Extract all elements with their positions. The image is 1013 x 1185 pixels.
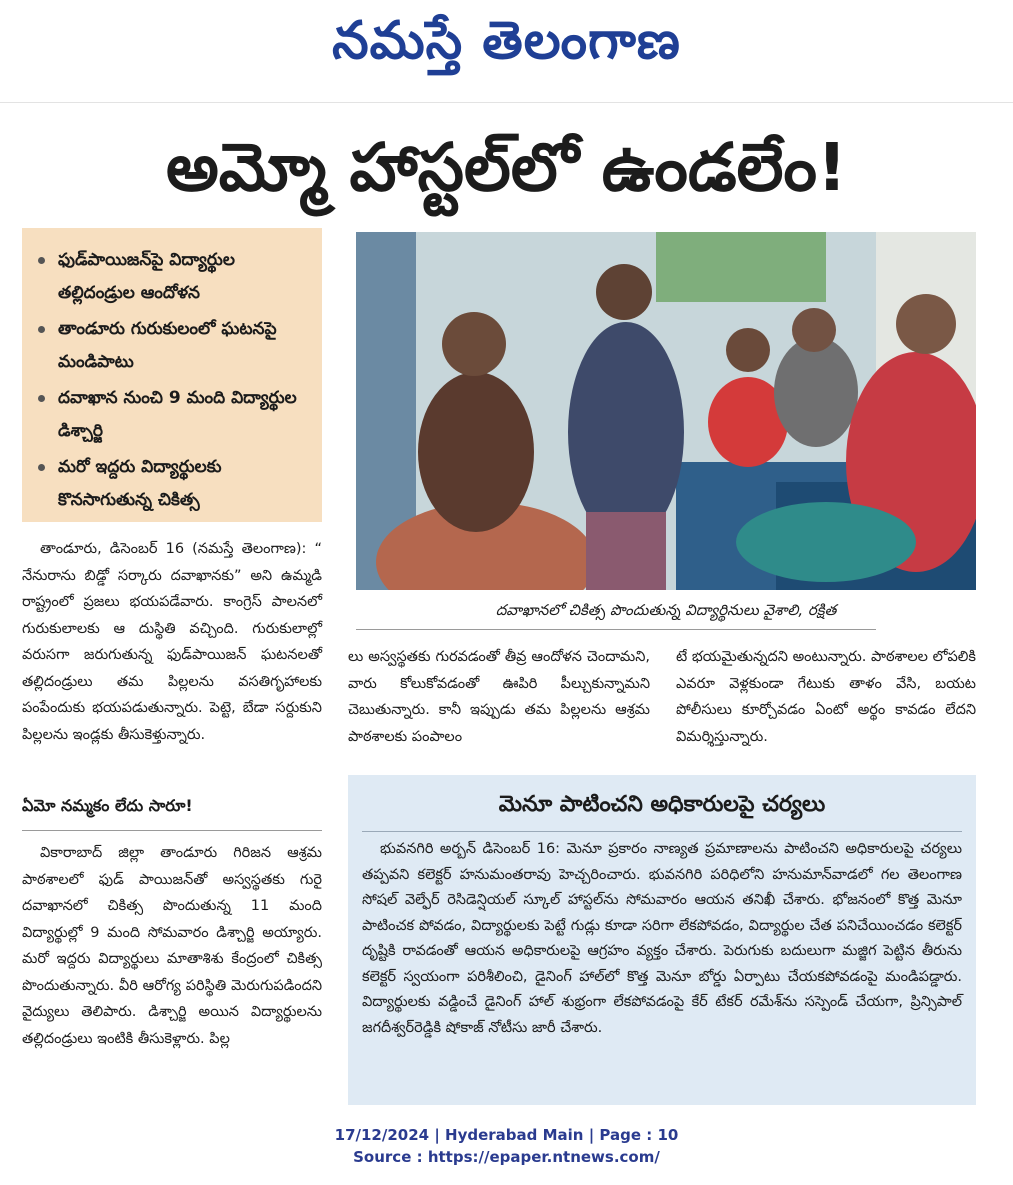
- photo-caption: దవాఖానలో చికిత్స పొందుతున్న విద్యార్థినులు వైశాలి, రక్షిత: [495, 601, 837, 619]
- article-paragraph: తాండూరు, డిసెంబర్ 16 (నమస్తే తెలంగాణ): “ నేనురాను బిడ్డో సర్కారు దవాఖానకు” అని ఉమ్మడి రాష్ట్రంలో ప్రజలు భయపడేవారు. కాంగ్రెస్ పాలనలో గురుకులాలకు ఆ దుస్థితి వచ్చింది. గురుకులాల్లో వరుసగా జరుగుతున్న ఫుడ్‌పాయిజన్ ఘటనలతో తల్లిదండ్రులు తమ పిల్లలను వసతిగృహాలకు పంపేందుకు భయపడుతున్నారు. పెట్టె, బేడా సర్దుకుని పిల్లలను ఇండ్లకు తీసుకెళ్తున్నారు.: [22, 541, 322, 743]
- subhead-divider: [22, 830, 322, 831]
- article-column-3: [676, 644, 976, 750]
- box-title: మెనూ పాటించని అధికారులపై చర్యలు: [498, 792, 826, 817]
- article-subhead: ఏమో నమ్మకం లేదు సారూ!: [22, 796, 193, 815]
- box-paragraph: భువనగిరి అర్బన్ డిసెంబర్ 16: మెనూ ప్రకారం నాణ్యత ప్రమాణాలను పాటించని అధికారులపై చర్యలు తప్పవని కలెక్టర్ హనుమంతరావు హెచ్చరించారు. భువనగిరి పరిధిలోని హనుమాన్‌వాడలో గల తెలంగాణ సోషల్ వెల్ఫేర్ రెసిడెన్షియల్ స్కూల్ హాస్టల్‌ను సోమవారం ఆయన తనిఖీ చేశారు. భోజనంలో కొత్త మెనూ పాటించక పోవడం, విద్యార్థులకు పెట్టే గుడ్లు కూడా సరిగా లేకపోవడం, విద్యార్థుల చేత పనిచేయించడం కలెక్టర్ దృష్టికి రావడంతో ఆయన అధికారులపై ఆగ్రహం వ్యక్తం చేశారు. పెరుగుకు బదులుగా మజ్జిగ పెట్టిన తీరును కలెక్టర్ స్వయంగా పరిశీలించి, డైనింగ్ హాల్‌లో కొత్త మెనూ బోర్డు ఏర్పాటు చేయకపోవడంపై మండిపడ్డారు. విద్యార్థులకు వడ్డించే డైనింగ్ హాల్ శుభ్రంగా లేకపోవడంపై కేర్ టేకర్ రమేశ్‌ను సస్పెండ్ చేయగా, ప్రిన్సిపాల్ జగదీశ్వర్‌రెడ్డికి షోకాజ్ నోటీసు జారీ చేశారు.: [362, 841, 962, 1036]
- article-paragraph: టే భయమైతున్నదని అంటున్నారు. పాఠశాలల లోపలికి ఎవరూ వెళ్లకుండా గేటుకు తాళం వేసి, బయట పోలీసులు కూర్చోవడం ఏంటో అర్థం కావడం లేదని విమర్శిస్తున్నారు.: [676, 649, 976, 745]
- masthead-logo: నమస్తే తెలంగాణ: [332, 10, 681, 71]
- highlights-box: [22, 228, 322, 522]
- highlight-item: తాండూరు గురుకులంలో ఘటనపై మండిపాటు: [36, 313, 312, 379]
- caption-divider: [356, 629, 876, 630]
- news-photo: [356, 232, 976, 590]
- masthead-divider: [0, 102, 1013, 103]
- footer-dateline: 17/12/2024 | Hyderabad Main | Page : 10: [334, 1126, 679, 1144]
- article-column-1a: [22, 536, 322, 748]
- highlight-item: ఫుడ్‌పాయిజన్‌పై విద్యార్థుల తల్లిదండ్రుల ఆందోళన: [36, 244, 312, 310]
- box-title-divider: [362, 831, 962, 832]
- highlight-item: మరో ఇద్దరు విద్యార్థులకు కొనసాగుతున్న చికిత్స: [36, 451, 312, 517]
- article-column-2: [348, 644, 650, 750]
- box-body: [362, 837, 962, 1041]
- highlight-item: దవాఖాన నుంచి 9 మంది విద్యార్థుల డిశ్చార్జి: [36, 382, 312, 448]
- headline: అమ్మో హాస్టల్‌లో ఉండలేం!: [165, 129, 848, 206]
- sidebar-story-box: [348, 775, 976, 1105]
- footer-source: Source : https://epaper.ntnews.com/: [353, 1148, 660, 1166]
- article-paragraph: వికారాబాద్ జిల్లా తాండూరు గిరిజన ఆశ్రమ పాఠశాలలో ఫుడ్ పాయిజన్‌తో అస్వస్థతకు గురై దవాఖానలో చికిత్స పొందుతున్న 11 మంది విద్యార్థుల్లో 9 మంది సోమవారం డిశ్చార్జి అయ్యారు. మరో ఇద్దరు విద్యార్థులు మాతాశిశు కేంద్రంలో చికిత్స పొందుతున్నారు. వీరి ఆరోగ్య పరిస్థితి మెరుగుపడిందని వైద్యులు తెలిపారు. డిశ్చార్జి అయిన విద్యార్థులను తల్లిదండ్రులు ఇంటికి తీసుకెళ్లారు. పిల్ల: [22, 845, 322, 1047]
- article-paragraph: లు అస్వస్థతకు గురవడంతో తీవ్ర ఆందోళన చెందామని, వారు కోలుకోవడంతో ఊపిరి పీల్చుకున్నామని చెబుతున్నారు. కానీ ఇప్పుడు తమ పిల్లలను ఆశ్రమ పాఠశాలకు పంపాలం: [348, 649, 650, 745]
- article-column-1b: [22, 840, 322, 1052]
